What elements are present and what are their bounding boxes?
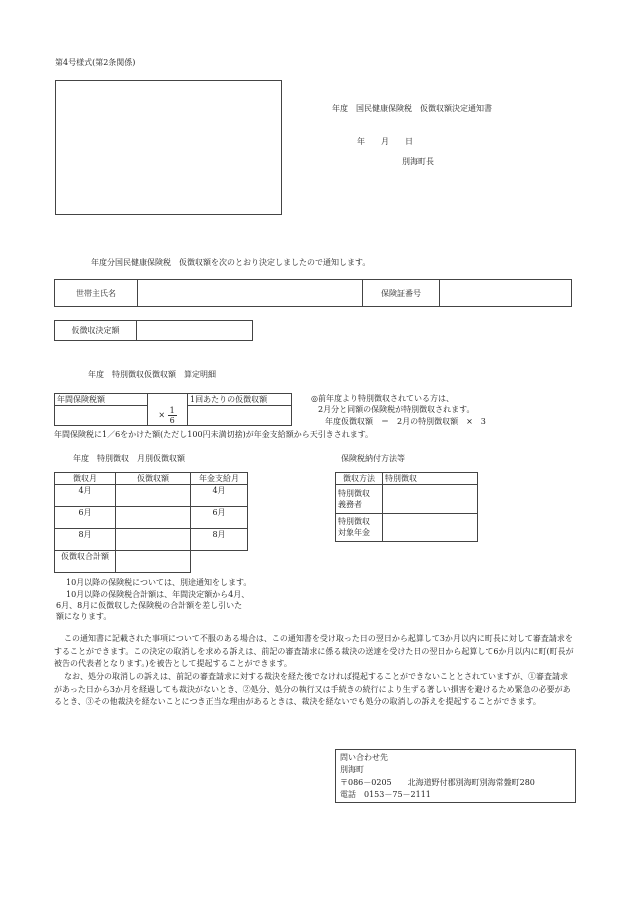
method-header-1: 徴収方法	[336, 473, 383, 485]
issue-date: 年 月 日	[357, 137, 413, 146]
monthly-total-label: 仮徴収合計額	[55, 551, 116, 573]
per-installment-label: 1回あたりの仮徴収額	[188, 394, 292, 406]
monthly-note-2: 10月以降の保険税合計額は、年間決定額から4月、	[66, 590, 250, 599]
method-header-2: 特別徴収	[383, 473, 478, 485]
provisional-label: 仮徴収決定額	[55, 321, 137, 341]
method-row-value	[383, 485, 478, 514]
provisional-value	[137, 321, 253, 341]
per-installment-value	[188, 406, 292, 426]
monthly-header-month: 徴収月	[55, 473, 116, 485]
contact-address: 〒086－0205 北海道野付郡別海町別海常盤町280	[340, 778, 535, 787]
monthly-header-pension: 年金支給月	[191, 473, 248, 485]
monthly-pension: 6月	[191, 507, 248, 529]
fraction-numerator: 1	[169, 405, 175, 415]
monthly-amount	[116, 507, 191, 529]
calc-section-title: 年度 特別徴収仮徴収額 算定明細	[88, 370, 216, 379]
monthly-note-1: 10月以降の保険税については、別途通知をします。	[66, 578, 252, 587]
method-row-label: 特別徴収 対象年金	[336, 513, 383, 542]
contact-office: 別海町	[340, 765, 364, 774]
address-window-box	[55, 80, 282, 215]
form-id: 第4号様式(第2条関係)	[55, 58, 136, 67]
householder-value	[138, 280, 363, 307]
householder-table	[54, 279, 572, 307]
document-title: 年度 国民健康保険税 仮徴収額決定通知書	[332, 104, 492, 113]
issuer: 別海町長	[402, 157, 434, 166]
monthly-amount	[116, 529, 191, 551]
monthly-total-value	[116, 551, 191, 573]
calc-note-2: 2月分と同額の保険税が特別徴収されます。	[318, 405, 475, 414]
contact-heading: 問い合わせ先	[340, 753, 388, 762]
monthly-header-amount: 仮徴収額	[116, 473, 191, 485]
monthly-note-4: 額になります。	[56, 612, 112, 621]
fraction-denominator: 6	[169, 415, 175, 425]
monthly-month: 6月	[55, 507, 116, 529]
monthly-note-3: 6月、8月に仮徴収した保険税の合計額を差し引いた	[56, 601, 243, 610]
method-row-value	[383, 513, 478, 542]
fraction	[168, 406, 177, 425]
method-row-label: 特別徴収 義務者	[336, 485, 383, 514]
multiply-fraction	[148, 406, 188, 426]
method-table	[335, 472, 478, 542]
contact-phone: 電話 0153－75－2111	[340, 790, 431, 799]
monthly-pension: 8月	[191, 529, 248, 551]
annual-tax-value	[55, 406, 148, 426]
insurance-no-label: 保険証番号	[363, 280, 440, 307]
insurance-no-value	[440, 280, 572, 307]
annual-tax-label: 年間保険税額	[55, 394, 148, 406]
notice-intro: 年度分国民健康保険税 仮徴収額を次のとおり決定しましたので通知します。	[91, 258, 371, 267]
legal-paragraph-2: なお、処分の取消しの訴えは、前記の審査請求に対する裁決を経た後でなければ提起することができないこととされていますが、①審査請求があった日から3か月を経過しても裁決がないとき、②処分、処分の執行又は手続きの続行により生ずる著しい損害を避けるため緊急の必要があるとき、③その他裁決を経ないことにつき正当な理由があるときは、裁決を経ないでも処分の取消しの訴えを提起することができます。	[54, 672, 571, 706]
calc-table	[54, 393, 292, 426]
monthly-month: 4月	[55, 485, 116, 507]
times-sign: ×	[158, 410, 166, 420]
monthly-table	[54, 472, 248, 573]
provisional-amount-table	[54, 320, 253, 341]
method-title: 保険税納付方法等	[341, 454, 405, 463]
monthly-title: 年度 特別徴収 月別仮徴収額	[73, 454, 185, 463]
monthly-month: 8月	[55, 529, 116, 551]
calc-note-1: ◎前年度より特別徴収されている方は、	[311, 394, 454, 403]
calc-footnote: 年間保険税に1／6をかけた額(ただし100円未満切捨)が年金支給額から天引きされます。	[54, 430, 374, 439]
monthly-pension: 4月	[191, 485, 248, 507]
calc-note-3: 年度仮徴収額 ＝ 2月の特別徴収額 × 3	[325, 417, 486, 426]
householder-label: 世帯主氏名	[55, 280, 138, 307]
monthly-amount	[116, 485, 191, 507]
legal-paragraph-1: この通知書に記載された事項について不服のある場合は、この通知書を受け取った日の翌日から起算して3か月以内に町長に対して審査請求をすることができます。この決定の取消しを求める訴えは、前記の審査請求に係る裁決の送達を受けた日の翌日から起算して6か月以内に町(町長が被告の代表者となります。)を被告として提起することができます。	[54, 634, 574, 668]
